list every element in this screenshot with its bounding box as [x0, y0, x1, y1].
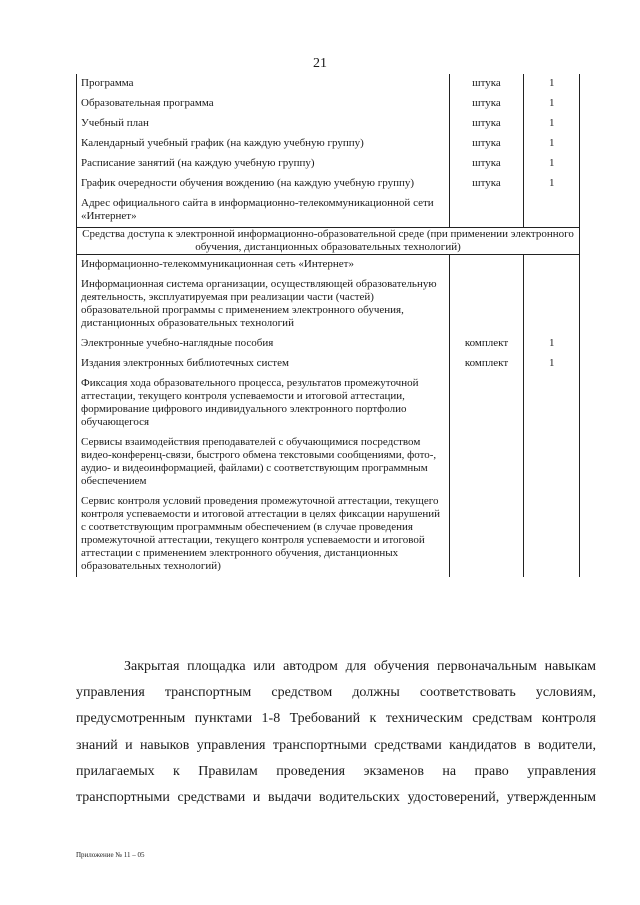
word: автодром	[283, 659, 338, 674]
paragraph-line	[76, 654, 596, 680]
word: транспортными	[272, 737, 367, 753]
word: водительских	[318, 790, 400, 806]
word: в	[523, 737, 531, 753]
word: к	[173, 763, 180, 779]
table-row	[77, 194, 580, 228]
item-name-cell: Информационная система организации, осуществляющей образовательную деятельность, эксплуатируемая при реализации части (частей) образовательной программы с применением электронного обучения, дистанционных образовательных технологий	[77, 275, 450, 334]
word: площадка	[187, 659, 246, 674]
unit-cell: штука	[449, 174, 524, 194]
word: соответствовать	[419, 685, 516, 701]
unit-cell: штука	[449, 74, 524, 94]
quantity-cell	[524, 275, 580, 334]
unit-cell: комплект	[449, 354, 524, 374]
word: условиям,	[535, 685, 596, 701]
table-row	[77, 154, 580, 174]
quantity-cell: 1	[524, 354, 580, 374]
item-name-cell: Расписание занятий (на каждую учебную группу)	[77, 154, 450, 174]
paragraph-line	[76, 733, 596, 759]
table-row	[77, 354, 580, 374]
word: или	[253, 659, 276, 674]
table-row	[77, 94, 580, 114]
item-name-cell: Сервис контроля условий проведения промежуточной аттестации, текущего контроля успеваемости и итоговой аттестации в целях фиксации нарушений с соответствующим программным обеспечением (в случае проведения промежуточной аттестации, текущего контроля успеваемости и итоговой аттестации с применением электронного обучения, дистанционных образовательных технологий)	[77, 492, 450, 577]
unit-cell	[449, 433, 524, 492]
word: знаний	[76, 737, 118, 753]
unit-cell	[449, 275, 524, 334]
table-row	[77, 433, 580, 492]
quantity-cell	[524, 255, 580, 276]
unit-cell	[449, 492, 524, 577]
word: средствам	[472, 711, 533, 727]
word: первоначальным	[436, 659, 537, 674]
quantity-cell: 1	[524, 94, 580, 114]
word: управления	[76, 685, 145, 701]
word: средствами	[374, 737, 442, 753]
item-name-cell: Календарный учебный график (на каждую учебную группу)	[77, 134, 450, 154]
paragraph-line	[76, 680, 596, 706]
unit-cell	[449, 255, 524, 276]
word: обучения	[373, 659, 430, 674]
word: контроля	[541, 711, 596, 727]
word: утвержденным	[506, 790, 596, 806]
word: транспортными	[76, 790, 170, 806]
item-name-cell: Программа	[77, 74, 450, 94]
unit-cell: комплект	[449, 334, 524, 354]
word: кандидатов	[449, 737, 517, 753]
word: для	[345, 659, 367, 674]
table-row	[77, 114, 580, 134]
paragraph-line	[76, 706, 596, 732]
word: Требований	[289, 711, 361, 727]
quantity-cell: 1	[524, 134, 580, 154]
word: навыков	[139, 737, 190, 753]
word: к	[369, 711, 377, 727]
unit-cell	[449, 374, 524, 433]
quantity-cell: 1	[524, 154, 580, 174]
table-row	[77, 275, 580, 334]
table-row	[77, 334, 580, 354]
item-name-cell: Учебный план	[77, 114, 450, 134]
page-number: 21	[313, 56, 327, 71]
item-name-cell: Информационно-телекоммуникационная сеть «Интернет»	[77, 255, 450, 276]
word: проведения	[276, 763, 346, 779]
table-row	[77, 134, 580, 154]
quantity-cell	[524, 194, 580, 228]
word: на	[442, 763, 457, 779]
item-name-cell: Образовательная программа	[77, 94, 450, 114]
word: техническим	[385, 711, 463, 727]
unit-cell: штука	[449, 154, 524, 174]
quantity-cell: 1	[524, 74, 580, 94]
section-header-row	[77, 228, 580, 255]
quantity-cell	[524, 374, 580, 433]
word: экзаменов	[363, 763, 424, 779]
unit-cell: штука	[449, 114, 524, 134]
table-row	[77, 74, 580, 94]
word: удостоверений,	[407, 790, 500, 806]
word: навыкам	[544, 659, 596, 674]
quantity-cell	[524, 433, 580, 492]
word: Правилам	[198, 763, 258, 779]
item-name-cell: Фиксация хода образовательного процесса, результатов промежуточной аттестации, текущего контроля успеваемости и итоговой аттестации, формирование цифрового индивидуального электронного портфолио обучающегося	[77, 374, 450, 433]
word: водители,	[537, 737, 596, 753]
section-header-cell: Средства доступа к электронной информационно-образовательной среде (при применении электронного обучения, дистанционных образовательных технологий)	[77, 228, 580, 255]
word: 1-8	[261, 711, 281, 727]
item-name-cell: Адрес официального сайта в информационно-телекоммуникационной сети «Интернет»	[77, 194, 450, 228]
unit-cell: штука	[449, 134, 524, 154]
unit-cell: штука	[449, 94, 524, 114]
word: прилагаемых	[76, 763, 155, 779]
word: предусмотренным	[76, 711, 186, 727]
word: право	[474, 763, 509, 779]
page-footer: Приложение № 11 – 05	[76, 851, 145, 859]
word: и	[125, 737, 133, 753]
paragraph-line	[76, 785, 596, 811]
unit-cell	[449, 194, 524, 228]
quantity-cell: 1	[524, 174, 580, 194]
word: должны	[352, 685, 400, 701]
word: Закрытая	[124, 659, 180, 674]
equipment-table	[76, 74, 580, 577]
table-row	[77, 174, 580, 194]
table-row	[77, 374, 580, 433]
body-paragraph	[76, 654, 596, 811]
item-name-cell: График очередности обучения вождению (на каждую учебную группу)	[77, 174, 450, 194]
word: выдачи	[268, 790, 312, 806]
word: управления	[196, 737, 266, 753]
item-name-cell: Издания электронных библиотечных систем	[77, 354, 450, 374]
word: пунктами	[194, 711, 253, 727]
paragraph-line	[76, 759, 596, 785]
word: управления	[527, 763, 596, 779]
table-row	[77, 492, 580, 577]
item-name-cell: Сервисы взаимодействия преподавателей с обучающимися посредством видео-конференц-связи, быстрого обмена текстовыми сообщениями, фото-, аудио- и видеоинформацией, файлами) с соответствующим программным обеспечением	[77, 433, 450, 492]
table-row	[77, 255, 580, 276]
word: средством	[271, 685, 333, 701]
quantity-cell: 1	[524, 114, 580, 134]
quantity-cell	[524, 492, 580, 577]
quantity-cell: 1	[524, 334, 580, 354]
word: средствами	[177, 790, 246, 806]
equipment-table-body	[77, 74, 580, 577]
word: и	[252, 790, 261, 806]
word: транспортным	[164, 685, 252, 701]
item-name-cell: Электронные учебно-наглядные пособия	[77, 334, 450, 354]
